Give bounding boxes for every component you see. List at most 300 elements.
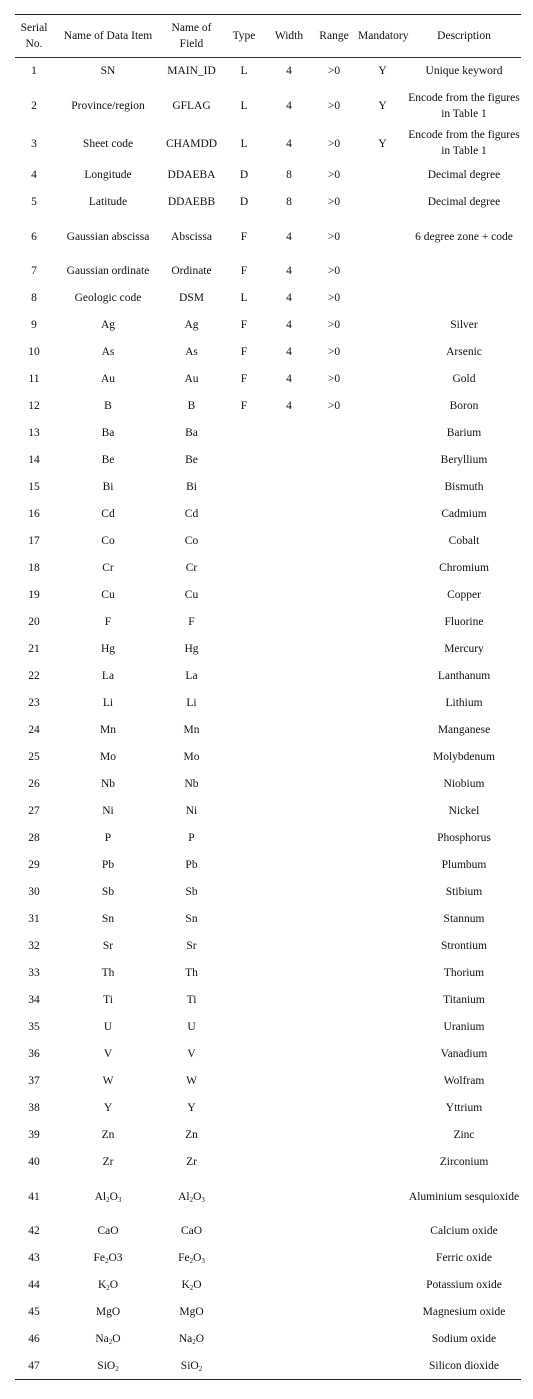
header-range: Range <box>310 15 358 58</box>
cell-serial-no: 21 <box>28 643 40 655</box>
header-field-name: Name of Field <box>163 15 220 58</box>
cell-range: >0 <box>327 265 341 277</box>
cell-field-name: MAIN_ID <box>167 65 216 78</box>
cell-description: Encode from the figures in Table 1 <box>408 91 520 120</box>
table-row <box>15 1299 521 1326</box>
cell-field-name: As <box>185 346 198 358</box>
cell-data-item: MgO <box>95 1306 121 1318</box>
cell-field-name: Mn <box>183 724 200 736</box>
table-row <box>15 420 521 447</box>
cell-field-name: Au <box>184 373 199 385</box>
cell-type <box>220 1353 268 1380</box>
table-row <box>15 339 521 366</box>
cell-mandatory: Y <box>378 65 387 78</box>
cell-field-name: Nb <box>184 778 199 790</box>
cell-serial-no: 25 <box>28 751 40 763</box>
cell-width <box>268 1353 310 1380</box>
cell-serial-no: 15 <box>28 481 40 493</box>
cell-width <box>268 744 310 771</box>
cell-serial-no: 42 <box>28 1225 40 1237</box>
cell-serial-no: 28 <box>28 832 40 844</box>
cell-description: Beryllium <box>440 454 488 466</box>
cell-mandatory <box>358 216 407 258</box>
cell-field-name: U <box>187 1021 196 1033</box>
table-row <box>15 216 521 258</box>
cell-description: Cadmium <box>441 508 487 520</box>
cell-type <box>220 960 268 987</box>
cell-range <box>310 663 358 690</box>
cell-mandatory <box>358 1245 407 1272</box>
cell-mandatory <box>358 447 407 474</box>
table-row <box>15 825 521 852</box>
table-row <box>15 1068 521 1095</box>
cell-mandatory <box>358 1176 407 1218</box>
cell-field-name: Cu <box>184 589 199 601</box>
table-row <box>15 690 521 717</box>
table-row <box>15 258 521 285</box>
cell-field-name: DDAEBA <box>167 169 216 181</box>
table-row <box>15 162 521 189</box>
table-row <box>15 501 521 528</box>
cell-description: Zinc <box>453 1129 475 1141</box>
cell-description: Sodium oxide <box>431 1333 497 1345</box>
cell-field-name: Ti <box>186 994 197 1006</box>
cell-width <box>268 1326 310 1353</box>
table-row <box>15 879 521 906</box>
cell-serial-no: 32 <box>28 940 40 952</box>
cell-range: >0 <box>327 346 341 358</box>
cell-mandatory <box>358 1299 407 1326</box>
cell-description: Barium <box>446 427 482 439</box>
cell-data-item: Pb <box>101 859 115 871</box>
cell-type <box>220 528 268 555</box>
cell-mandatory <box>358 771 407 798</box>
table-row <box>15 555 521 582</box>
header-data-item: Name of Data Item <box>53 15 163 58</box>
cell-mandatory <box>358 366 407 393</box>
cell-data-item: Sheet code <box>82 138 134 150</box>
cell-mandatory <box>358 1041 407 1068</box>
cell-description: Calcium oxide <box>430 1225 498 1237</box>
cell-serial-no: 33 <box>28 967 40 979</box>
cell-range <box>310 1272 358 1299</box>
cell-mandatory <box>358 852 407 879</box>
cell-mandatory <box>358 501 407 528</box>
cell-field-name: CaO <box>180 1225 203 1237</box>
cell-description <box>407 285 521 312</box>
cell-serial-no: 3 <box>31 138 37 150</box>
cell-mandatory <box>358 609 407 636</box>
table-row <box>15 127 521 162</box>
cell-description: Molybdenum <box>433 751 495 763</box>
cell-description: Lanthanum <box>437 670 491 682</box>
cell-range <box>310 1326 358 1353</box>
cell-width <box>268 798 310 825</box>
cell-width: 4 <box>286 138 292 150</box>
cell-field-name: $Fe_2O_3$ <box>178 1252 205 1265</box>
cell-description: Gold <box>452 373 476 385</box>
table-row <box>15 393 521 420</box>
cell-description: Mercury <box>444 643 484 655</box>
cell-type <box>220 1041 268 1068</box>
cell-width: 4 <box>286 65 292 78</box>
table-row <box>15 933 521 960</box>
cell-range <box>310 1245 358 1272</box>
cell-mandatory <box>358 1095 407 1122</box>
cell-type <box>220 474 268 501</box>
cell-type: F <box>240 319 248 331</box>
cell-data-item: Co <box>101 535 115 547</box>
cell-field-name: Ordinate <box>171 265 212 277</box>
cell-width <box>268 420 310 447</box>
cell-description: Thorium <box>443 967 485 979</box>
cell-range <box>310 1095 358 1122</box>
cell-serial-no: 35 <box>28 1021 40 1033</box>
cell-type <box>220 1095 268 1122</box>
cell-serial-no: 13 <box>28 427 40 439</box>
cell-mandatory <box>358 987 407 1014</box>
cell-width: 4 <box>286 265 292 277</box>
header-row <box>15 15 521 58</box>
table-row <box>15 1218 521 1245</box>
cell-type <box>220 1014 268 1041</box>
cell-width <box>268 717 310 744</box>
cell-data-item: Ag <box>100 319 116 331</box>
cell-field-name: Li <box>186 697 197 709</box>
cell-field-name: Be <box>185 454 198 466</box>
cell-type: F <box>240 265 248 277</box>
header-mandatory: Mandatory <box>358 15 407 58</box>
cell-serial-no: 8 <box>31 292 37 304</box>
table-row <box>15 285 521 312</box>
cell-mandatory <box>358 663 407 690</box>
cell-data-item: SiO$_2$ <box>53 1353 163 1380</box>
cell-type <box>220 717 268 744</box>
cell-serial-no: 16 <box>28 508 40 520</box>
cell-description: Chromium <box>439 562 489 574</box>
cell-mandatory <box>358 690 407 717</box>
table-row <box>15 1326 521 1353</box>
cell-description: Niobium <box>443 778 485 790</box>
cell-width <box>268 1272 310 1299</box>
cell-data-item: La <box>101 670 115 682</box>
cell-type <box>220 771 268 798</box>
cell-width <box>268 1218 310 1245</box>
cell-type: D <box>239 169 249 181</box>
cell-type <box>220 933 268 960</box>
cell-type <box>220 1122 268 1149</box>
cell-description: Uranium <box>443 1021 485 1033</box>
cell-serial-no: 12 <box>28 400 40 412</box>
cell-width: 4 <box>286 400 292 412</box>
cell-field-name: CHAMDD <box>165 138 218 150</box>
cell-data-item: Ni <box>102 805 114 817</box>
cell-range <box>310 474 358 501</box>
cell-data-item: $K_2O$ <box>97 1279 119 1292</box>
cell-data-item: Zn <box>101 1129 115 1141</box>
cell-type <box>220 609 268 636</box>
cell-description: Titanium <box>443 994 485 1006</box>
cell-width: 4 <box>286 99 292 112</box>
cell-field-name: SiO$_2$ <box>163 1353 220 1380</box>
cell-serial-no: 10 <box>28 346 40 358</box>
cell-field-name: Zn <box>185 1129 198 1141</box>
cell-field-name: Sr <box>186 940 197 952</box>
cell-serial-no: 17 <box>28 535 40 547</box>
cell-field-name: B <box>187 400 196 412</box>
cell-range: >0 <box>327 99 341 112</box>
cell-width <box>268 825 310 852</box>
cell-data-item: V <box>103 1048 113 1060</box>
cell-width <box>268 852 310 879</box>
cell-mandatory <box>358 636 407 663</box>
cell-range <box>310 771 358 798</box>
cell-range: >0 <box>327 65 341 78</box>
table-row <box>15 798 521 825</box>
table-row <box>15 474 521 501</box>
cell-field-name: Th <box>185 967 198 979</box>
cell-range <box>310 1149 358 1176</box>
data-dictionary-table <box>15 14 521 1380</box>
cell-field-name: Co <box>184 535 199 547</box>
cell-range <box>310 1353 358 1380</box>
cell-serial-no: 44 <box>28 1279 40 1291</box>
cell-data-item: Ba <box>101 427 115 439</box>
cell-type <box>220 420 268 447</box>
cell-width: 4 <box>286 346 292 358</box>
cell-serial-no: 18 <box>28 562 40 574</box>
cell-field-name: $K_2O$ <box>181 1279 202 1292</box>
cell-field-name: MgO <box>179 1306 204 1318</box>
cell-mandatory <box>358 285 407 312</box>
table-row <box>15 1122 521 1149</box>
cell-width <box>268 1041 310 1068</box>
cell-serial-no: 46 <box>28 1333 40 1345</box>
cell-width <box>268 663 310 690</box>
cell-width <box>268 1245 310 1272</box>
cell-mandatory <box>358 189 407 216</box>
cell-type: L <box>240 292 248 304</box>
cell-mandatory <box>358 717 407 744</box>
table-row <box>15 609 521 636</box>
cell-data-item: Longitude <box>84 169 132 181</box>
cell-range <box>310 1176 358 1218</box>
cell-range <box>310 1068 358 1095</box>
cell-width <box>268 474 310 501</box>
table-row <box>15 1353 521 1380</box>
cell-serial-no: 45 <box>28 1306 40 1318</box>
cell-type <box>220 744 268 771</box>
cell-data-item: Sb <box>101 886 115 898</box>
cell-field-name: DDAEBB <box>167 196 216 208</box>
cell-data-item: Mn <box>100 724 116 736</box>
cell-mandatory <box>358 879 407 906</box>
cell-field-name: Cr <box>185 562 198 574</box>
cell-range <box>310 1122 358 1149</box>
table-row <box>15 447 521 474</box>
cell-mandatory <box>358 474 407 501</box>
cell-field-name: Ag <box>184 319 199 331</box>
cell-field-name: La <box>185 670 198 682</box>
cell-data-item: Latitude <box>88 196 128 208</box>
cell-data-item: Mo <box>100 751 116 763</box>
cell-serial-no: 23 <box>28 697 40 709</box>
cell-width <box>268 636 310 663</box>
cell-field-name: GFLAG <box>172 99 211 112</box>
table-row <box>15 189 521 216</box>
cell-range: >0 <box>327 373 341 385</box>
cell-range <box>310 690 358 717</box>
cell-serial-no: 43 <box>28 1252 40 1264</box>
cell-width <box>268 906 310 933</box>
cell-data-item: Nb <box>100 778 116 790</box>
cell-data-item: $Al_2O_3$ <box>94 1190 122 1204</box>
cell-type <box>220 1149 268 1176</box>
table-row <box>15 1014 521 1041</box>
cell-mandatory <box>358 960 407 987</box>
cell-mandatory <box>358 555 407 582</box>
cell-type <box>220 1176 268 1218</box>
cell-mandatory <box>358 420 407 447</box>
cell-description: Potassium oxide <box>426 1279 502 1291</box>
cell-description: Zirconium <box>439 1156 489 1168</box>
cell-width <box>268 609 310 636</box>
cell-data-item: Hg <box>100 643 116 655</box>
cell-description: Manganese <box>437 724 491 736</box>
cell-type <box>220 825 268 852</box>
cell-type <box>220 798 268 825</box>
cell-description: Phosphorus <box>437 832 491 844</box>
cell-mandatory <box>358 528 407 555</box>
cell-field-name: F <box>188 616 195 628</box>
cell-range <box>310 420 358 447</box>
cell-field-name: Sn <box>185 913 198 925</box>
cell-type: F <box>240 346 248 358</box>
cell-width: 4 <box>286 373 292 385</box>
cell-range <box>310 987 358 1014</box>
cell-type <box>220 447 268 474</box>
cell-field-name: Sb <box>185 886 198 898</box>
cell-width <box>268 1014 310 1041</box>
cell-serial-no: 1 <box>31 65 37 78</box>
cell-mandatory <box>358 1122 407 1149</box>
cell-data-item: P <box>104 832 112 844</box>
cell-mandatory: Y <box>378 99 387 112</box>
cell-range: >0 <box>327 169 341 181</box>
cell-range <box>310 744 358 771</box>
cell-field-name: Ba <box>185 427 198 439</box>
cell-data-item: Zr <box>102 1156 114 1168</box>
cell-width <box>268 1095 310 1122</box>
cell-range <box>310 1041 358 1068</box>
cell-data-item: Gaussian ordinate <box>66 265 150 277</box>
cell-description: Silver <box>450 319 478 331</box>
cell-field-name: Pb <box>185 859 198 871</box>
cell-mandatory <box>358 1014 407 1041</box>
cell-type <box>220 1218 268 1245</box>
cell-data-item: Sr <box>102 940 114 952</box>
cell-data-item: Be <box>101 454 115 466</box>
cell-width <box>268 987 310 1014</box>
cell-serial-no: 24 <box>28 724 40 736</box>
cell-data-item: Sn <box>101 913 115 925</box>
cell-description <box>407 258 521 285</box>
table-row <box>15 366 521 393</box>
cell-data-item: $Fe_2O3$ <box>93 1252 123 1265</box>
cell-type <box>220 906 268 933</box>
header-description: Description <box>407 15 521 58</box>
cell-field-name: Abscissa <box>171 230 212 243</box>
cell-field-name: W <box>186 1075 197 1087</box>
table-row <box>15 1176 521 1218</box>
cell-mandatory <box>358 339 407 366</box>
cell-mandatory <box>358 1353 407 1380</box>
cell-range <box>310 501 358 528</box>
cell-range <box>310 609 358 636</box>
cell-serial-no: 47 <box>15 1353 53 1380</box>
cell-mandatory <box>358 1326 407 1353</box>
cell-type <box>220 1326 268 1353</box>
table-row <box>15 1245 521 1272</box>
table-header <box>15 15 521 58</box>
cell-serial-no: 26 <box>28 778 40 790</box>
cell-description: Copper <box>447 589 481 601</box>
cell-serial-no: 4 <box>31 169 37 181</box>
table-row <box>15 960 521 987</box>
table-row <box>15 1272 521 1299</box>
cell-type <box>220 1299 268 1326</box>
cell-serial-no: 9 <box>31 319 37 331</box>
cell-mandatory <box>358 933 407 960</box>
cell-field-name: Ni <box>185 805 198 817</box>
cell-serial-no: 5 <box>31 196 37 208</box>
cell-serial-no: 34 <box>28 994 40 1006</box>
cell-range <box>310 717 358 744</box>
cell-serial-no: 37 <box>28 1075 40 1087</box>
cell-data-item: Cr <box>102 562 114 574</box>
cell-range <box>310 825 358 852</box>
cell-mandatory <box>358 825 407 852</box>
cell-field-name: V <box>187 1048 196 1060</box>
cell-type: F <box>240 400 248 412</box>
cell-width <box>268 771 310 798</box>
header-width: Width <box>268 15 310 58</box>
cell-range <box>310 528 358 555</box>
cell-data-item: Province/region <box>71 99 145 112</box>
cell-field-name: Zr <box>186 1156 197 1168</box>
cell-width <box>268 447 310 474</box>
cell-serial-no: 20 <box>28 616 40 628</box>
cell-mandatory <box>358 582 407 609</box>
cell-type <box>220 636 268 663</box>
cell-range: >0 <box>327 400 341 412</box>
table-row <box>15 58 521 85</box>
table-row <box>15 1149 521 1176</box>
table-row <box>15 312 521 339</box>
cell-serial-no: 31 <box>28 913 40 925</box>
cell-type: L <box>240 65 248 78</box>
cell-description: Strontium <box>440 940 487 952</box>
cell-type <box>220 1068 268 1095</box>
cell-field-name: Y <box>187 1102 196 1114</box>
table-row <box>15 636 521 663</box>
cell-width <box>268 933 310 960</box>
cell-mandatory <box>358 798 407 825</box>
cell-width <box>268 879 310 906</box>
cell-range <box>310 798 358 825</box>
cell-range <box>310 1299 358 1326</box>
cell-description: Nickel <box>448 805 480 817</box>
